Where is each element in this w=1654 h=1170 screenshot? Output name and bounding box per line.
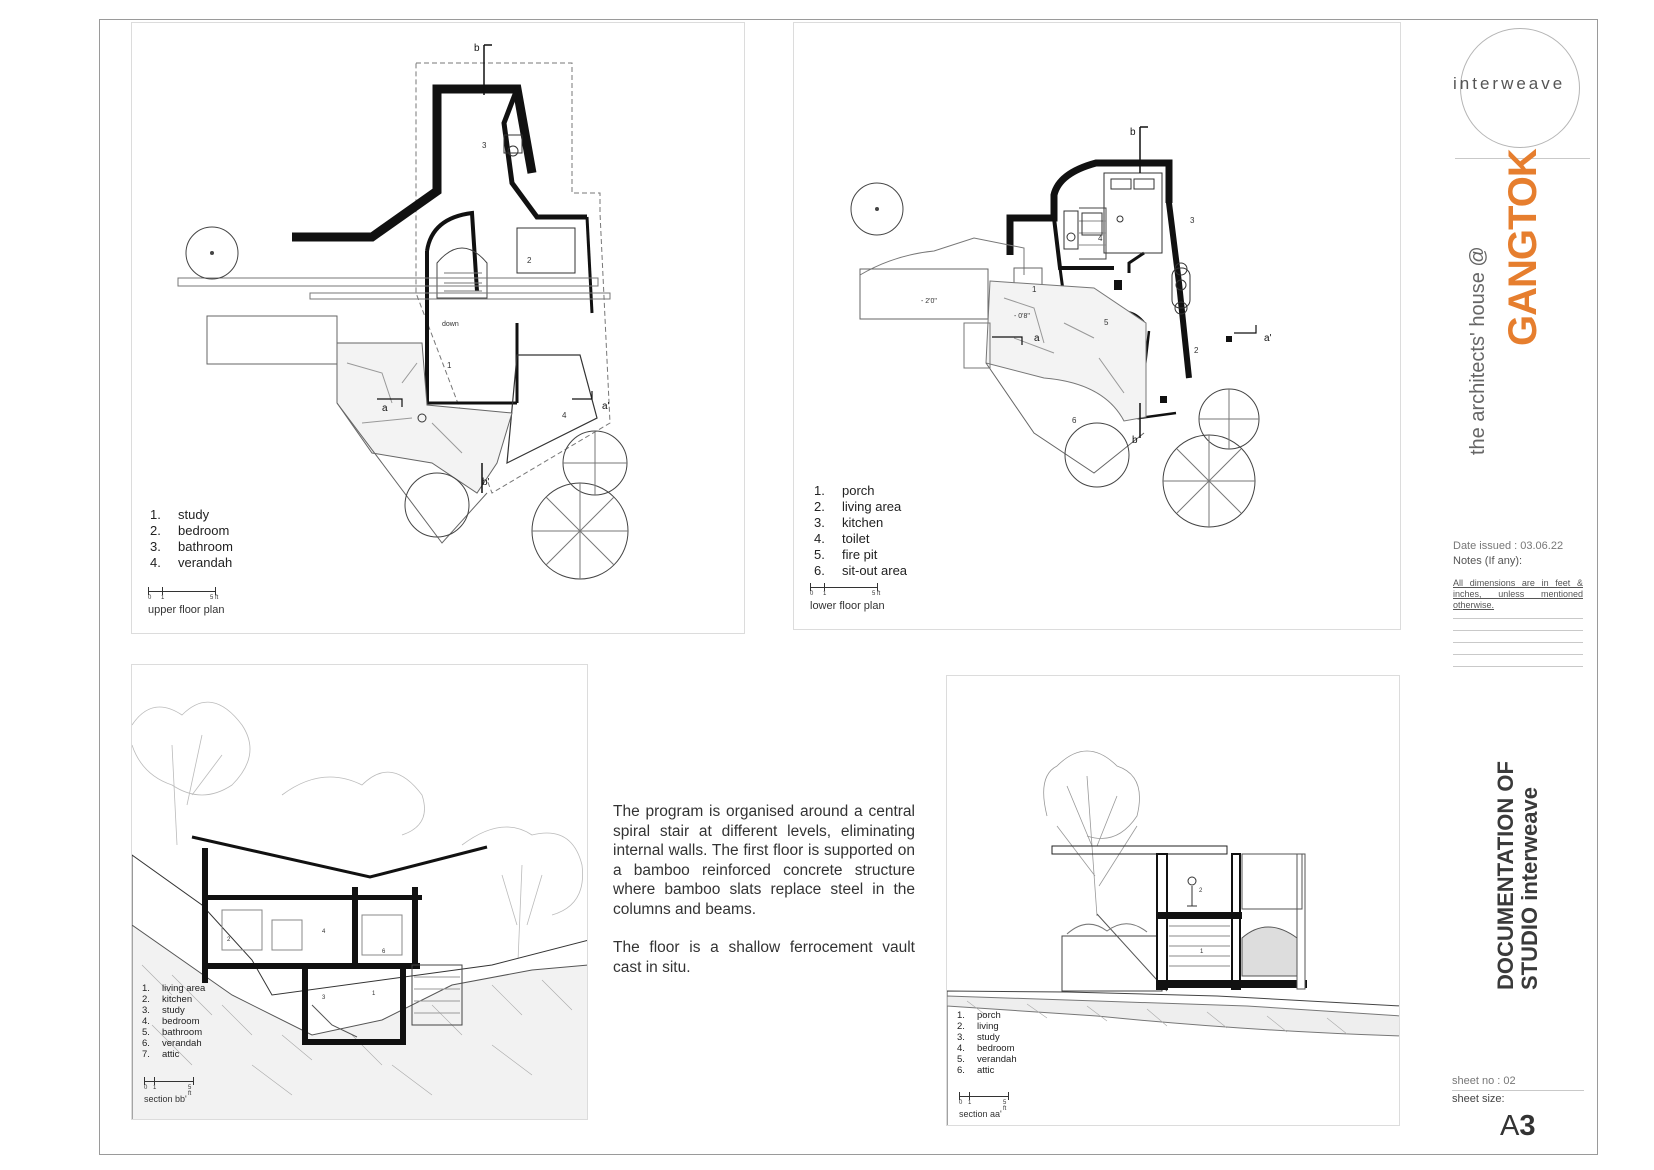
notes-text: All dimensions are in feet & inches, unless mentioned otherwise. (1453, 578, 1583, 610)
section-aa-panel (946, 675, 1400, 1126)
project-location: GANGTOK (1501, 149, 1545, 346)
legend-item: 2. kitchen (142, 994, 193, 1005)
section-aa-scale-bar: 0 1 5 ft section aa' (959, 1092, 1009, 1119)
studio-logo: interweave (1453, 74, 1566, 93)
svg-text:3: 3 (1190, 216, 1195, 225)
upper-floor-caption: upper floor plan (148, 604, 225, 616)
notes-label: Notes (If any): (1453, 555, 1523, 567)
legend-item: 6. attic (957, 1065, 995, 1076)
svg-text:- 0'8": - 0'8" (1014, 313, 1030, 320)
svg-text:- 2'0": - 2'0" (921, 298, 937, 305)
notes-rule (1453, 630, 1583, 631)
svg-text:6: 6 (382, 949, 386, 955)
documentation-title (1494, 761, 1542, 990)
notes-rule (1453, 654, 1583, 655)
section-aa-room-legend (957, 1010, 1017, 1076)
notes-rule (1453, 618, 1583, 619)
svg-text:b': b' (482, 477, 490, 488)
section-bb-room-legend (142, 983, 205, 1060)
lower-floor-scale-bar: 0 1 5 ft lower floor plan (810, 583, 885, 612)
sheet-size-value: A3 (1500, 1110, 1536, 1142)
legend-item: 3. study (957, 1032, 1000, 1043)
svg-text:1: 1 (1032, 285, 1037, 294)
svg-text:4: 4 (322, 929, 326, 935)
legend-item: 2. living area (814, 499, 902, 514)
legend-item: 6. sit-out area (814, 563, 908, 578)
legend-item: 7. attic (142, 1049, 180, 1060)
svg-text:4: 4 (562, 411, 567, 420)
legend-item: 3. kitchen (814, 515, 884, 530)
svg-text:3: 3 (322, 995, 326, 1001)
date-issued: Date issued : 03.06.22 (1453, 540, 1564, 552)
section-bb-scale-bar: 0 1 5 ft section bb' (144, 1077, 194, 1104)
sheet-rule (1452, 1090, 1584, 1091)
svg-text:b: b (1130, 127, 1136, 138)
description-paragraph: The program is organised around a central spiral stair at different levels, eliminating internal walls. The first floor is supported on a bamboo reinforced concrete structure where bamboo slats replace steel in the columns and beams. (613, 803, 915, 918)
svg-text:4: 4 (1098, 234, 1103, 243)
svg-text:down: down (442, 321, 459, 328)
svg-text:2: 2 (227, 937, 231, 943)
legend-item: 2. living (957, 1021, 999, 1032)
legend-item: 5. bathroom (142, 1027, 203, 1038)
svg-text:2: 2 (1194, 346, 1199, 355)
lower-floor-room-legend (814, 483, 907, 579)
legend-item: 4. bedroom (142, 1016, 200, 1027)
project-subtitle: the architects' house @ (1467, 246, 1489, 455)
documentation-title-line1: DOCUMENTATION OF (1493, 761, 1518, 990)
legend-item: 5. verandah (957, 1054, 1017, 1065)
upper-floor-plan-panel (131, 22, 745, 634)
legend-item: 1. living area (142, 983, 206, 994)
legend-item: 1. porch (814, 483, 875, 498)
svg-text:a: a (382, 403, 388, 414)
svg-text:b: b (1132, 435, 1138, 446)
lower-floor-caption: lower floor plan (810, 600, 885, 612)
legend-item: 3. bathroom (150, 539, 233, 554)
upper-floor-scale-bar: 0 1 5 ft upper floor plan (148, 587, 224, 616)
notes-rule (1453, 642, 1583, 643)
svg-text:2: 2 (1199, 888, 1203, 894)
legend-item: 1. study (150, 507, 210, 522)
legend-item: 5. fire pit (814, 547, 878, 562)
documentation-title-line2: STUDIO interweave (1517, 787, 1542, 990)
legend-item: 6. verandah (142, 1038, 202, 1049)
svg-text:b: b (474, 43, 480, 54)
svg-text:a': a' (1264, 333, 1272, 344)
legend-item: 3. study (142, 1005, 185, 1016)
project-location-title (1503, 149, 1543, 346)
lower-floor-plan-panel (793, 22, 1401, 630)
project-title (1468, 246, 1488, 455)
description-paragraph: The floor is a shallow ferrocement vault cast in situ. (613, 939, 915, 976)
svg-text:3: 3 (482, 141, 487, 150)
svg-text:1: 1 (1200, 949, 1204, 955)
legend-item: 2. bedroom (150, 523, 230, 538)
svg-text:2: 2 (527, 256, 532, 265)
sheet-size-label: sheet size: (1452, 1093, 1505, 1105)
notes-rule (1453, 666, 1583, 667)
svg-text:6: 6 (1072, 416, 1077, 425)
section-aa-caption: section aa' (959, 1109, 1002, 1119)
project-description (613, 802, 915, 996)
svg-text:a: a (1034, 333, 1040, 344)
legend-item: 4. verandah (150, 555, 233, 570)
legend-item: 1. porch (957, 1010, 1001, 1021)
legend-item: 4. toilet (814, 531, 870, 546)
svg-text:1: 1 (447, 361, 452, 370)
legend-item: 4. bedroom (957, 1043, 1015, 1054)
svg-text:5: 5 (1104, 318, 1109, 327)
section-bb-panel (131, 664, 588, 1120)
upper-floor-room-legend (150, 507, 233, 571)
sheet-number: sheet no : 02 (1452, 1075, 1516, 1087)
section-bb-caption: section bb' (144, 1094, 187, 1104)
svg-text:a': a' (602, 401, 610, 412)
svg-text:1: 1 (372, 991, 376, 997)
